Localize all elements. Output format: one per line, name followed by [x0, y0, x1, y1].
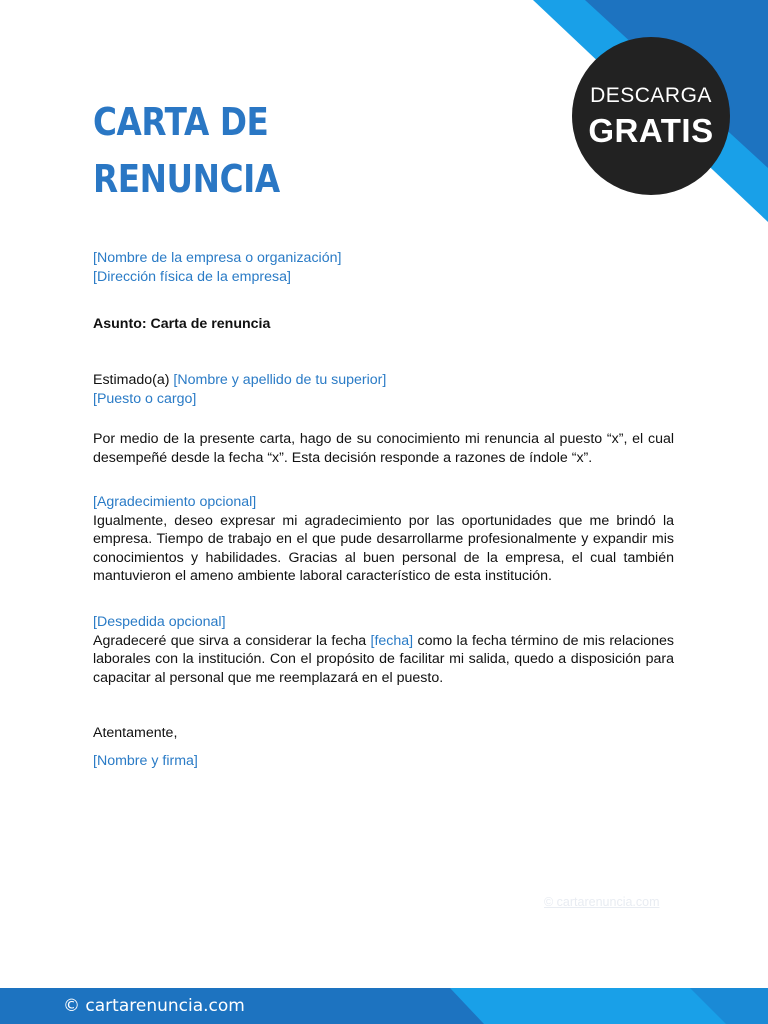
paragraph-farewell: [93, 613, 674, 687]
title-line-1: CARTA DE: [93, 100, 269, 144]
greeting-prefix: Estimado(a): [93, 372, 174, 388]
farewell-text-after: como la fecha término de mis relaciones laborales con la institución. Con el propósito de facilitar mi salida, quedo a disposición para capacitar al personal que me reemplazará en el puesto.: [93, 632, 674, 686]
date-placeholder: [fecha]: [370, 632, 414, 649]
company-address-placeholder: [Dirección física de la empresa]: [93, 268, 291, 285]
watermark-link[interactable]: © cartarenuncia.com: [544, 895, 660, 909]
badge-line-descarga: DESCARGA: [590, 84, 712, 107]
signature-placeholder: [Nombre y firma]: [93, 753, 198, 769]
gratitude-heading: [Agradecimiento opcional]: [93, 494, 257, 510]
company-name-placeholder: [Nombre de la empresa o organización]: [93, 250, 342, 266]
title-line-2: RENUNCIA: [93, 157, 280, 201]
footer-copyright[interactable]: © cartarenuncia.com: [63, 996, 245, 1016]
download-free-badge[interactable]: [571, 46, 731, 186]
paragraph-resignation: Por medio de la presente carta, hago de su conocimiento mi renuncia al puesto “x”, el cual desempeñé desde la fecha “x”. Esta decisión responde a razones de índole “x”.: [93, 431, 674, 466]
closing-line: Atentamente,: [93, 725, 178, 741]
greeting-block: [93, 371, 674, 408]
farewell-text: [93, 632, 674, 688]
page-title: [93, 94, 351, 208]
gratitude-text: Igualmente, deseo expresar mi agradecimiento por las oportunidades que me brindó la empresa. Tiempo de trabajo en el que pude desarrollarme profesionalmente y expandir mis conocimientos y habilidades. Gracias al buen personal de la empresa, el cual también mantuvieron el ameno ambiente laboral característico de esta institución.: [93, 512, 674, 584]
paragraph-gratitude: [93, 493, 674, 586]
position-placeholder: [Puesto o cargo]: [93, 390, 197, 407]
subject-line: Asunto: Carta de renuncia: [93, 316, 271, 332]
farewell-heading: [Despedida opcional]: [93, 614, 226, 630]
badge-line-gratis: GRATIS: [588, 112, 714, 149]
farewell-text-before: Agradeceré que sirva a considerar la fecha: [93, 632, 371, 649]
superior-name-placeholder: [Nombre y apellido de tu superior]: [173, 372, 387, 388]
company-address-block: [93, 249, 674, 286]
